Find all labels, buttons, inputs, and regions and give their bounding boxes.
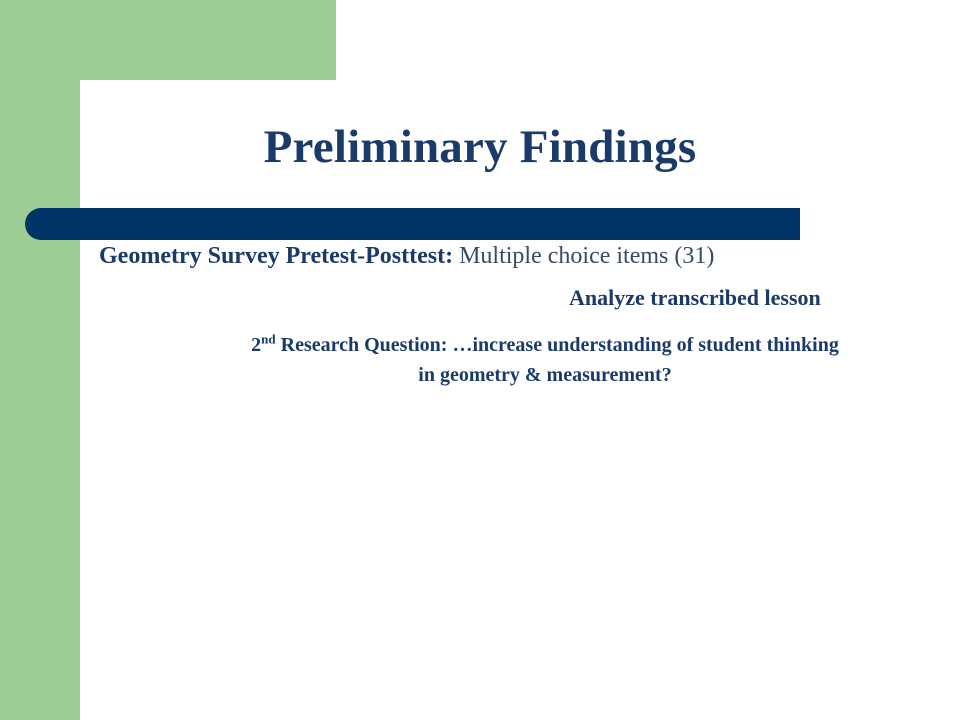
survey-line [99,243,714,270]
research-question-line-2: in geometry & measurement? [418,364,672,386]
analyze-line: Analyze transcribed lesson [569,285,821,310]
green-side-band [0,0,80,720]
rq-text-1: Research Question: …increase understanding of student thinking [280,334,839,356]
rq-ordinal-suffix: nd [261,331,276,347]
research-question [150,330,940,390]
slide-title: Preliminary Findings [263,121,697,173]
rq-ordinal: 2 [251,334,262,356]
survey-detail: Multiple choice items (31) [459,243,715,269]
survey-label: Geometry Survey Pretest-Posttest: [99,243,454,269]
title-underline-bar [25,208,800,240]
research-question-line-1 [150,330,940,360]
green-top-block [0,0,336,80]
